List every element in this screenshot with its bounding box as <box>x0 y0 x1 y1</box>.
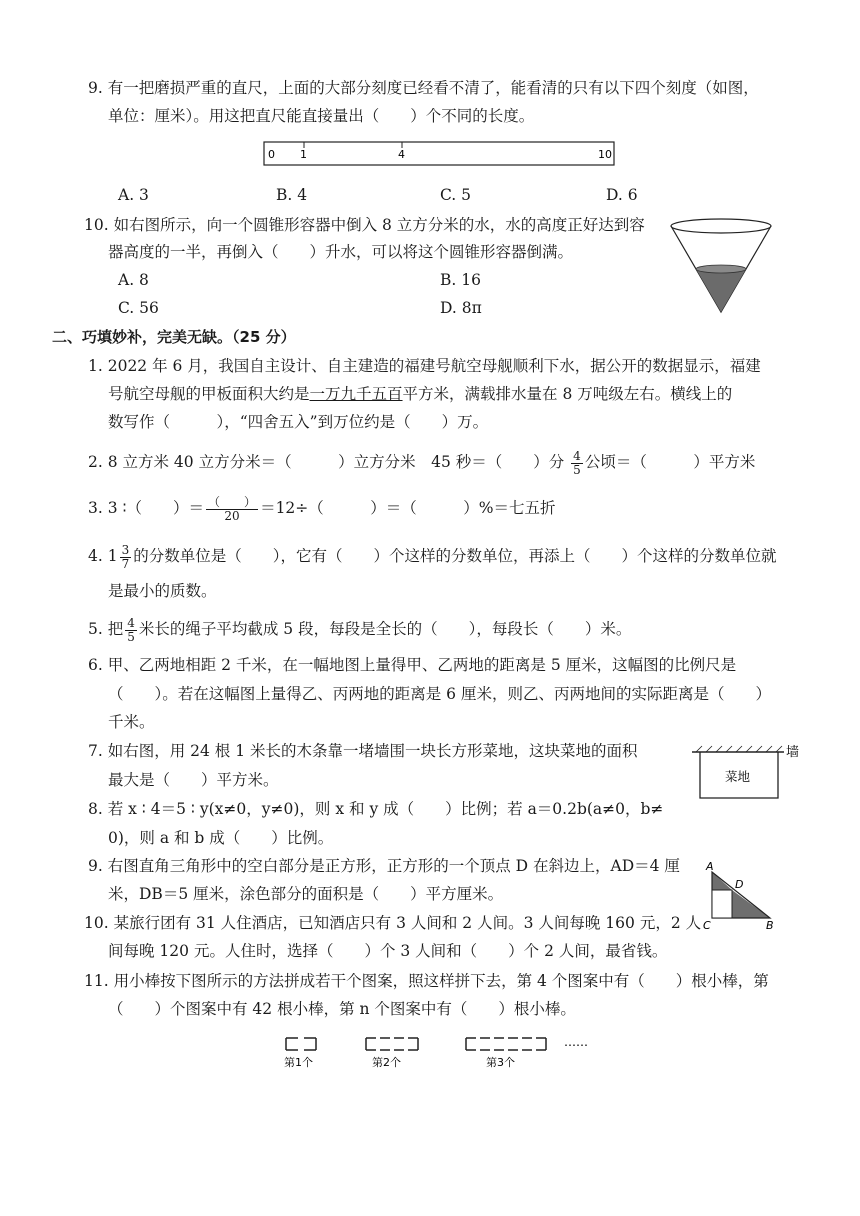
fill-q6-line-1: 6. 甲、乙两地相距 2 千米，在一幅地图上量得甲、乙两地的距离是 5 厘米，这幅图的比例尺是 <box>88 656 737 674</box>
fill-q5: 5. 把 $\frac{4}{5}$ 米长的绳子平均截成 5 段，每段是全长的（ ），每段长（ ）米。 <box>88 615 632 644</box>
fill-q7-line-1: 7. 如右图，用 24 根 1 米长的木条靠一堵墙围一块长方形菜地，这块菜地的面积 <box>88 742 638 760</box>
fill-q11-line-2: （ ）个图案中有 42 根小棒，第 n 个图案中有（ ）根小棒。 <box>108 1000 576 1018</box>
ruler-tick-0: 0 <box>268 148 275 161</box>
sticks-pattern-figure <box>280 1034 610 1074</box>
fill-q3: 3. 3 ∶（ ）＝ $\frac{( )}{20}$ ＝12÷（ ）＝（ ）%＝七五折 <box>88 494 556 523</box>
fill-q8-line-2: 0)，则 a 和 b 成（ ）比例。 <box>108 829 334 847</box>
ruler-figure <box>262 140 618 170</box>
fill-q9-line-1: 9. 右图直角三角形中的空白部分是正方形，正方形的一个顶点 D 在斜边上，AD＝4 厘 <box>88 857 680 875</box>
fill-q6-line-3: 千米。 <box>108 713 155 731</box>
garden-figure <box>690 740 810 806</box>
fraction-4-5: $\frac{4}{5}$ <box>573 448 581 477</box>
fill-q1-line-2: 号航空母舰的甲板面积大约是一万九千五百平方米，满载排水量在 8 万吨级左右。横线上的 <box>108 385 733 403</box>
q10-option-c: C. 56 <box>118 299 159 317</box>
fraction-3-7: $\frac{3}{7}$ <box>121 542 130 571</box>
fill-q4-line-2: 是最小的质数。 <box>108 582 217 600</box>
q10-option-b: B. 16 <box>440 271 481 289</box>
fill-q4-line-1: 4. 1 $\frac{3}{7}$ 的分数单位是（ ），它有（ ）个这样的分数单位，再添上（ ）个这样的分数单位就 <box>88 542 777 571</box>
fill-q2: 2. 8 立方米 40 立方分米＝（ ）立方分米 45 秒＝（ ）分 $\frac{4}{5}$ 公顷＝（ ）平方米 <box>88 448 756 477</box>
vertex-c: C <box>703 919 711 932</box>
fill-q7-line-2: 最大是（ ）平方米。 <box>108 771 279 789</box>
fill-q8-line-1: 8. 若 x ∶ 4＝5 ∶ y(x≠0，y≠0)，则 x 和 y 成（ ）比例；若 a＝0.2b(a≠0，b≠ <box>88 800 664 818</box>
section-2-heading: 二、巧填妙补，完美无缺。（25 分） <box>52 328 296 346</box>
q9-option-a: A. 3 <box>118 186 149 204</box>
q10-option-a: A. 8 <box>118 271 149 289</box>
fill-q10-line-2: 间每晚 120 元。人住时，选择（ ）个 3 人间和（ ）个 2 人间，最省钱。 <box>108 942 668 960</box>
q9-option-b: B. 4 <box>276 186 308 204</box>
vertex-b: B <box>766 919 774 932</box>
fill-q1-line-1: 1. 2022 年 6 月，我国自主设计、自主建造的福建号航空母舰顺利下水，据公开的数据显示，福建 <box>88 357 761 375</box>
vertex-a: A <box>706 860 714 873</box>
triangle-square-figure <box>700 858 784 934</box>
wall-label: 墙 <box>786 745 800 760</box>
fraction-blank-20: $\frac{( )}{20}$ <box>208 494 257 523</box>
garden-label: 菜地 <box>725 769 751 784</box>
q9-option-c: C. 5 <box>440 186 472 204</box>
fill-q1-line-3: 数写作（ ），“四舍五入”到万位约是（ ）万。 <box>108 413 489 431</box>
fill-q9-line-2: 米，DB＝5 厘米，涂色部分的面积是（ ）平方厘米。 <box>108 885 504 903</box>
q10-option-d: D. 8π <box>440 299 482 317</box>
question-10-line-2: 器高度的一半，再倒入（ ）升水，可以将这个圆锥形容器倒满。 <box>108 243 574 261</box>
question-9-line-1: 9. 有一把磨损严重的直尺，上面的大部分刻度已经看不清了，能看清的只有以下四个刻度（如图， <box>88 79 759 97</box>
ruler-tick-10: 10 <box>598 148 612 161</box>
ruler-tick-1: 1 <box>300 148 307 161</box>
question-10-line-1: 10. 如右图所示，向一个圆锥形容器中倒入 8 立方分米的水，水的高度正好达到容 <box>84 216 645 234</box>
fill-q11-line-1: 11. 用小棒按下图所示的方法拼成若干个图案，照这样拼下去，第 4 个图案中有（ ）根小棒，第 <box>84 972 769 990</box>
q9-option-d: D. 6 <box>606 186 638 204</box>
fill-q6-line-2: （ ）。若在这幅图上量得乙、丙两地的距离是 6 厘米，则乙、丙两地间的实际距离是（ ） <box>108 685 771 703</box>
fraction-4-5-b: $\frac{4}{5}$ <box>127 615 135 644</box>
fill-q10-line-1: 10. 某旅行团有 31 人住酒店，已知酒店只有 3 人间和 2 人间。3 人间每晚 160 元，2 人 <box>84 914 702 932</box>
caption-pattern-1: 第1个 <box>284 1056 313 1069</box>
ruler-tick-4: 4 <box>398 148 405 161</box>
caption-pattern-2: 第2个 <box>372 1056 401 1069</box>
cone-figure <box>668 216 778 316</box>
pattern-ellipsis: …… <box>564 1035 588 1049</box>
vertex-d: D <box>735 878 744 891</box>
caption-pattern-3: 第3个 <box>486 1056 515 1069</box>
question-9-line-2: 单位：厘米）。用这把直尺能直接量出（ ）个不同的长度。 <box>108 107 535 125</box>
underlined-number: 一万九千五百 <box>309 385 403 403</box>
